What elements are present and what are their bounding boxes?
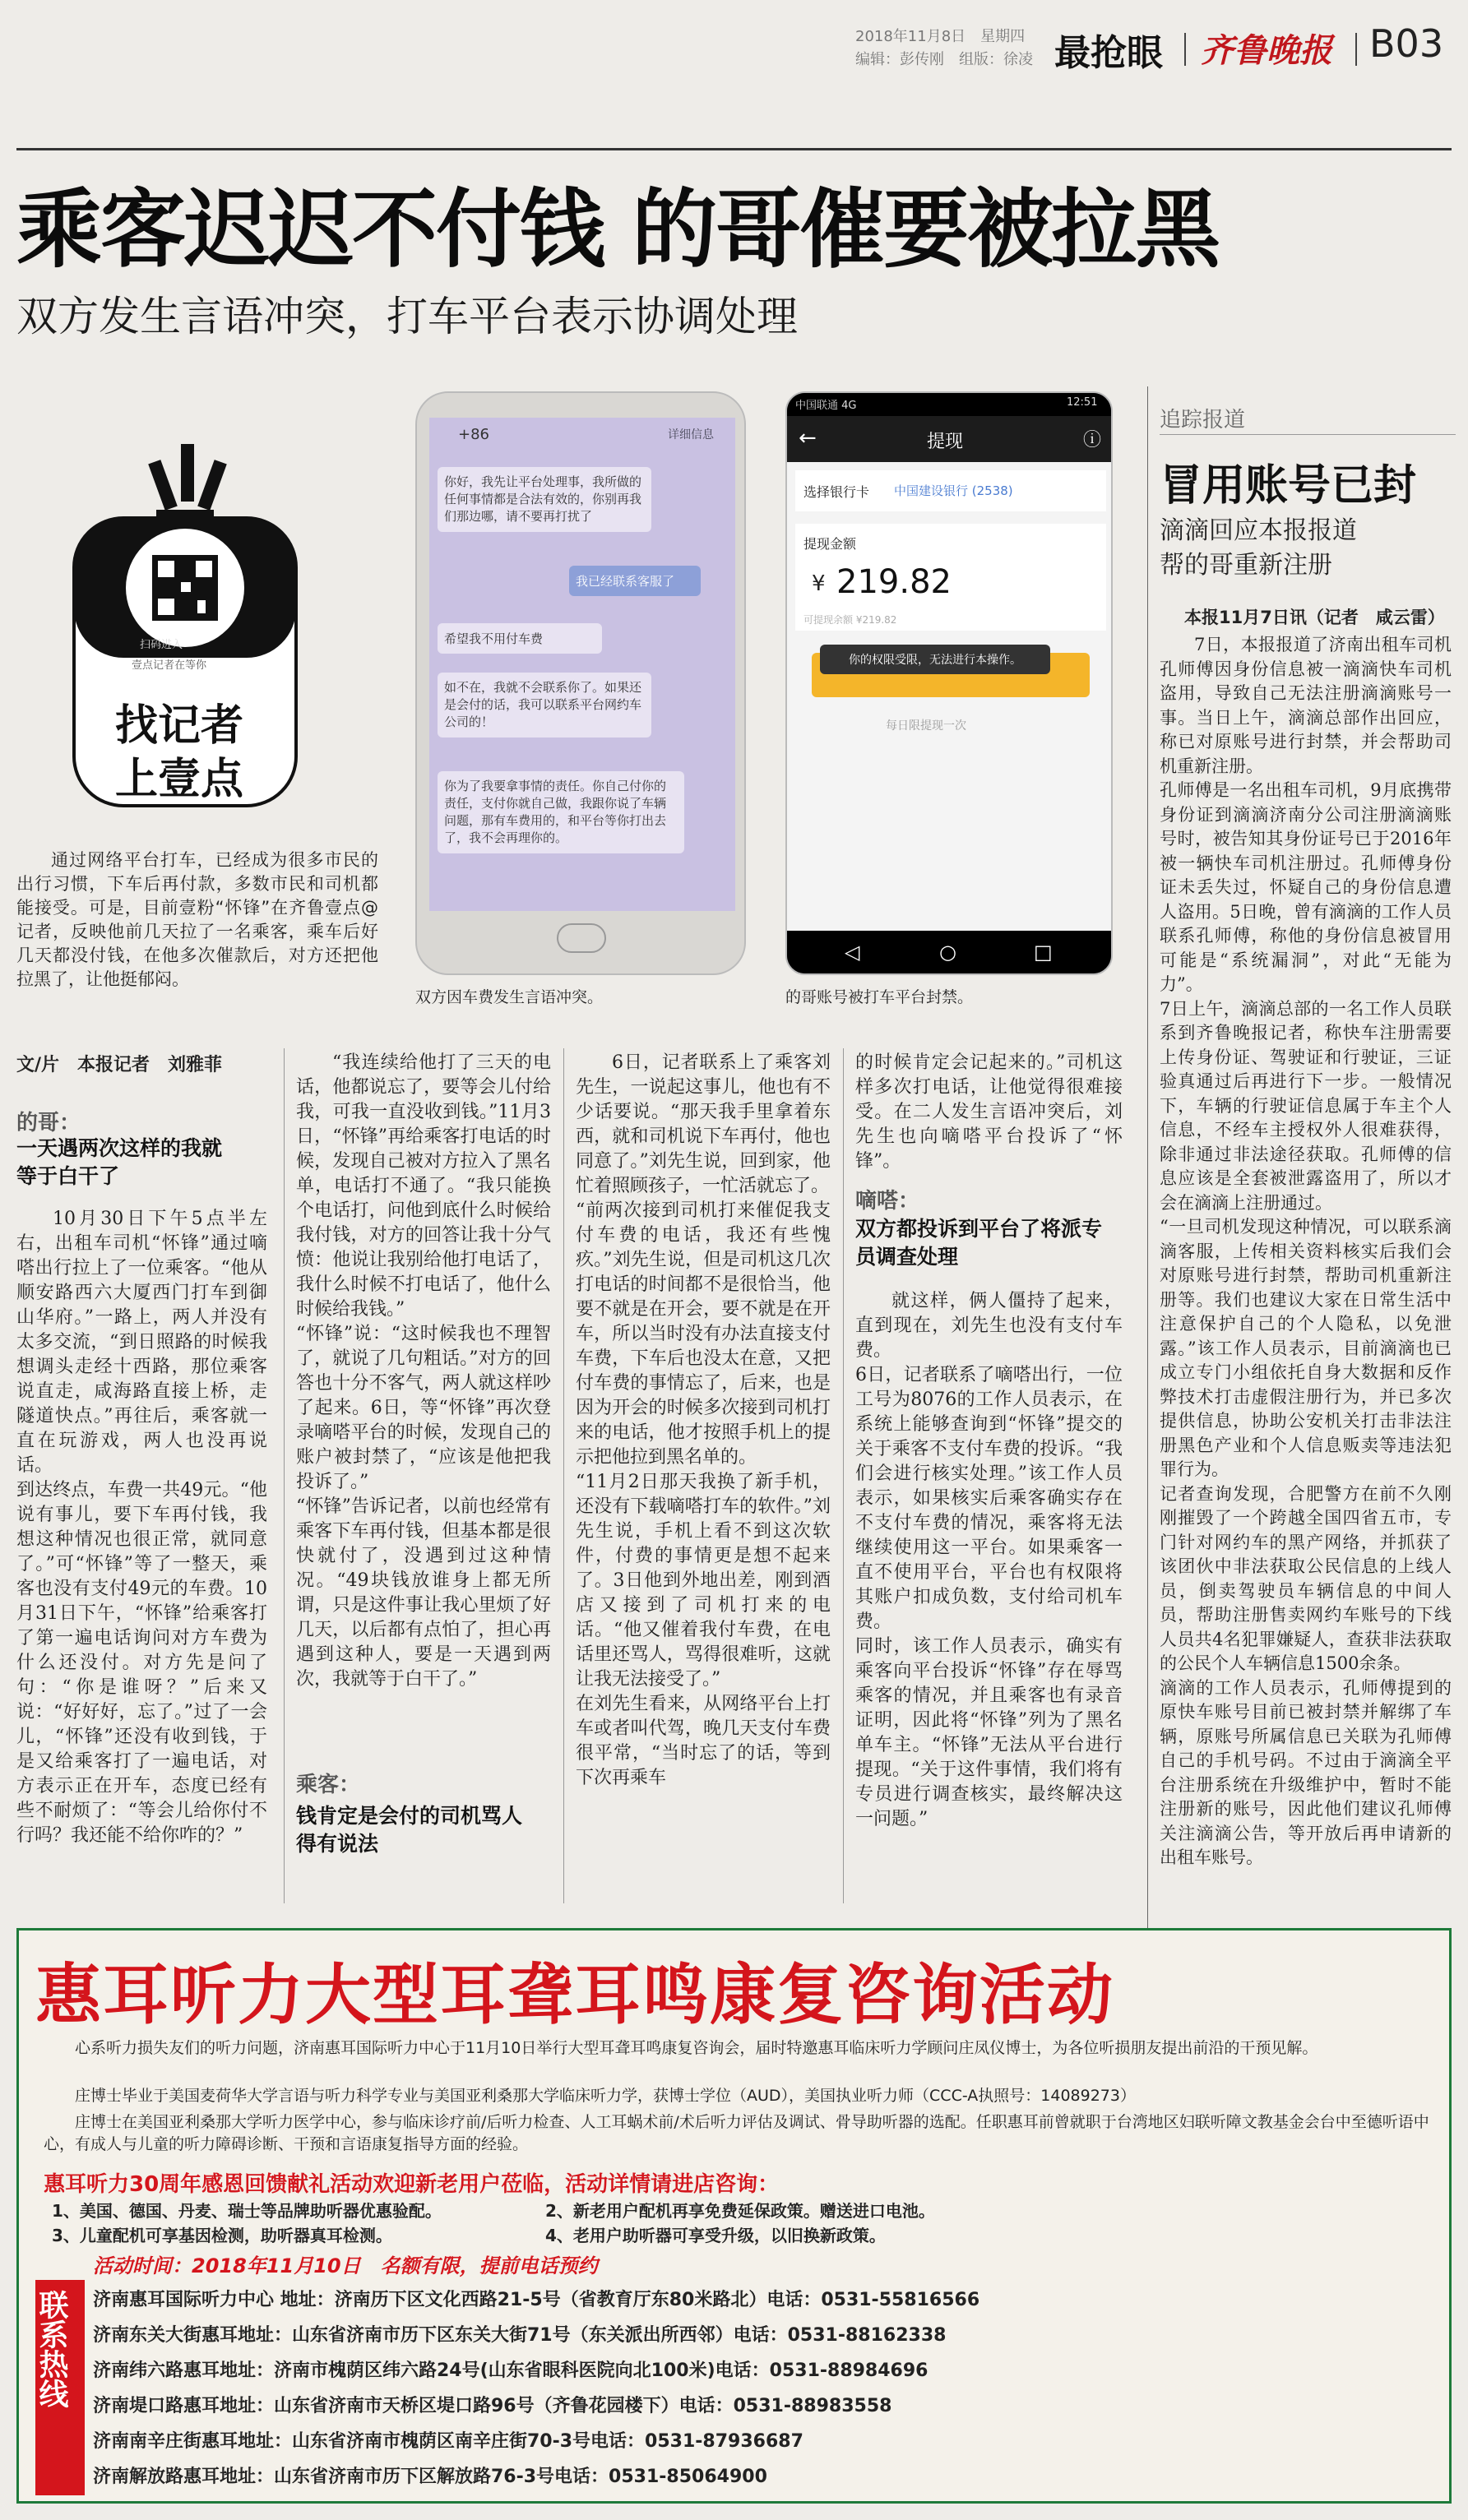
error-toast: 你的权限受限，无法进行本操作。 [820, 645, 1050, 674]
col2-label: 乘客： [296, 1773, 361, 1797]
logo-scan-text2: 壹点记者在等你 [132, 659, 207, 672]
ad-paragraph-2: 庄博士毕业于美国麦荷华大学言语与听力科学专业与美国亚利桑那大学临床听力学，获博士学位（AUD），美国执业听力师（CCC-A执照号：14089273） [75, 2087, 1136, 2105]
col1-body: 10月30日下午5点半左右，出租车司机“怀锋”通过嘀嗒出行拉上了一位乘客。“他从顺安路西六大厦西门打车到御山华府。”一路上，两人并没有太多交流，“到日照路的时候我想调头走经十西路，那位乘客说直走，咸海路直接上桥，走隧道快点。”再往后，乘客就一直在玩游戏，两人也没再说话。 到达终点，车费一共49元。“他说有事儿，要下车再付钱，我想这种情况也很正常，就同意了。”可“怀锋”等了一整天，乘客也没有支付49元的车费。10月31日下午，“怀锋”给乘客打了第一遍电话询问对方车费为什么还没付。对方先是问了句：“你是谁呀？”后来又说：“好好好，忘了。”过了一会儿，“怀锋”还没有收到钱，于是又给乘客打了一遍电话，对方表示正在开车，态度已经有些不耐烦了：“等会儿给你付不行吗？我还能不给你咋的？” [16, 1209, 267, 1846]
bank-value: 中国建设银行 (2538) [894, 483, 1013, 498]
reporter-logo [66, 444, 304, 814]
chat-bubble: 你好，我先让平台处理事，我所做的任何事情都是合法有效的，你别再我们那边哪，请不要再打扰了 [438, 467, 651, 532]
side-title: 冒用账号已封 [1160, 461, 1417, 511]
amount-box [795, 524, 1106, 631]
daily-note: 每日限提现一次 [886, 719, 966, 733]
page-number: B03 [1369, 21, 1444, 66]
header-rule [16, 148, 1452, 150]
store-row: 济南纬六路惠耳地址：济南市槐荫区纬六路24号(山东省眼科医院向北100米)电话：0531-88984696 [93, 2360, 928, 2381]
hotline-badge [35, 2280, 85, 2495]
ad-promo: 惠耳听力30周年感恩回馈献礼活动欢迎新老用户莅临，活动详情请进店咨询： [44, 2172, 780, 2197]
logo-title-1: 找记者 [115, 701, 244, 751]
advertisement [16, 1928, 1452, 2504]
byline: 文/片 本报记者 刘雅菲 [16, 1055, 223, 1075]
currency-symbol: ¥ [812, 571, 826, 596]
info-icon[interactable]: ⓘ [1083, 430, 1102, 451]
store-list [93, 2282, 1442, 2495]
col4-body: 就这样，俩人僵持了起来，直到现在，刘先生也没有支付车费。 6日，记者联系了嘀嗒出行，一位工号为8076的工作人员表示，在系统上能够查询到“怀锋”提交的关于乘客不支付车费的投诉。“我们会进行核实处理。”该工作人员表示，如果核实后乘客确实存在不支付车费的情况，乘客将无法继续使用这一平台。如果乘客一直不使用平台，平台也有权限将其账户扣成负数，支付给司机车费。 同时，该工作人员表示，确实有乘客向平台投诉“怀锋”存在辱骂乘客的情况，并且乘客也有录音证明，因此将“怀锋”列为了黑名单车主。“怀锋”无法从平台进行提现。“关于这件事情，我们将有专员进行调查核实，最终解决这一问题。” [855, 1291, 1123, 1829]
chat-bubble: 希望我不用付车费 [438, 623, 602, 654]
chat-bubble: 如不在，我就不会联系你了。如果还是会付的话，我可以联系平台网约车公司的！ [438, 673, 651, 738]
chat-screen [429, 418, 735, 911]
col4-label: 嘀嗒： [855, 1189, 920, 1214]
amount-label: 提现金额 [803, 536, 857, 552]
side-dateline: 本报11月7日讯（记者 咸云雷） [1184, 608, 1445, 627]
app-bar [787, 416, 1113, 462]
status-bar [787, 393, 1113, 416]
lead-paragraph: 通过网络平台打车，已经成为很多市民的出行习惯，下车后再付款，多数市民和司机都能接受。可是，目前壹粉“怀锋”在齐鲁壹点@记者，反映他前几天拉了一名乘客，乘车后好几天都没付钱，在他多次催款后，对方还把他拉黑了，让他挺郁闷。 [16, 850, 378, 989]
side-tag: 追踪报道 [1160, 408, 1246, 432]
ad-time: 活动时间：2018年11月10日 名额有限，提前电话预约 [93, 2254, 598, 2277]
col4-body-top: 的时候肯定会记起来的。”司机这样多次打电话，让他觉得很难接受。在二人发生言语冲突后，刘先生也向嘀嗒平台投诉了“怀锋”。 [855, 1052, 1123, 1172]
side-subtitle-2: 帮的哥重新注册 [1160, 551, 1332, 580]
status-carrier: 中国联通 4G [795, 400, 857, 412]
photo-withdraw-screenshot [785, 391, 1113, 975]
chat-bubble: 你为了我要拿事情的责任。你自己付你的责任，支付你就自己做，我跟你说了车辆问题，那有车费用的，和平台等你打出去了，我不会再理你的。 [438, 771, 684, 853]
col2-subhead: 钱肯定是会付的司机骂人得有说法 [296, 1804, 523, 1856]
ad-benefit-1: 1、美国、德国、丹麦、瑞士等品牌助听器优惠验配。 [52, 2201, 442, 2221]
newspaper-logo: 齐鲁晚报 [1201, 31, 1332, 70]
col1-label: 的哥： [16, 1111, 81, 1135]
col-divider-3 [843, 1048, 844, 1903]
date-line: 2018年11月8日 星期四 [855, 28, 1026, 45]
photo-chat-screenshot [415, 391, 746, 975]
editor-line: 编辑：彭传刚 组版：徐凌 [855, 51, 1033, 68]
bank-label: 选择银行卡 [803, 484, 870, 500]
bank-row[interactable] [795, 470, 1106, 511]
col3-body: 6日，记者联系上了乘客刘先生，一说起这事儿，他也有不少话要说。“那天我手里拿着东西，就和司机说下车再付，他也同意了。”刘先生说，回到家，他忙着照顾孩子，一忙活就忘了。 “前两次接到司机打来催促我支付车费的电话，我还有些愧疚。”刘先生说，但是司机这几次打电话的时间都不是很恰当，他要不就是在开会，要不就是在开车，所以当时没有办法直接支付车费，下车后也没太在意，又把付车费的事情忘了，后来，也是因为开会的时候多次接到司机打来的电话，他才按照手机上的提示把他拉到黑名单的。 “11月2日那天我换了新手机，还没有下载嘀嗒打车的软件。”刘先生说，手机上看不到这次软件，付费的事情更是想不起来了。3日他到外地出差，刚到酒店又接到了司机打来的电话。“他又催着我付车费，在电话里还骂人，骂得很难听，这就让我无法接受了。” 在刘先生看来，从网络平台上打车或者叫代驾，晚几天支付车费很平常，“当时忘了的话，等到下次再乘车 [576, 1052, 831, 1788]
col-divider-1 [284, 1048, 285, 1903]
logo-scan-text: 扫码进入 [140, 639, 183, 651]
chat-detail-link[interactable]: 详细信息 [668, 428, 714, 442]
nav-bar [787, 931, 1113, 975]
home-button [557, 923, 606, 953]
ad-benefit-4: 4、老用户助听器可享受升级，以旧换新政策。 [545, 2226, 886, 2245]
balance-note: 可提现余额 ¥219.82 [803, 614, 897, 626]
status-time: 12:51 [1067, 396, 1098, 409]
col4-subhead: 双方都投诉到平台了将派专员调查处理 [855, 1217, 1103, 1269]
headline: 乘客迟迟不付钱 的哥催要被拉黑 [16, 179, 1220, 280]
nav-back-icon[interactable]: ◁ [845, 941, 860, 964]
side-subtitle-1: 滴滴回应本报报道 [1160, 516, 1357, 545]
photo2-caption: 的哥账号被打车平台封禁。 [785, 988, 974, 1006]
col-divider-2 [563, 1048, 564, 1903]
ad-title: 惠耳听力大型耳聋耳鸣康复咨询活动 [35, 1957, 1114, 2033]
col2-body: “我连续给他打了三天的电话，他都说忘了，要等会儿付给我，可我一直没收到钱。”11月3日，“怀锋”再给乘客打电话的时候，发现自己被对方拉入了黑名单，电话打不通了。“我只能换个电话打，问他到底什么时候给我付钱，对方的回答让我十分气愤：他说让我别给他打电话了，我什么时候不打电话了，他什么时候给我钱。” “怀锋”说：“这时候我也不理智了，就说了几句粗话。”对方的回答也十分不客气，两人就这样吵了起来。6日，等“怀锋”再次登录嘀嗒平台的时候，发现自己的账户被封禁了，“应该是他把我投诉了。” “怀锋”告诉记者，以前也经常有乘客下车再付钱，但基本都是很快就付了，没遇到过这种情况。“49块钱放谁身上都无所谓，只是这件事让我心里烦了好几天，以后都有点怕了，担心再遇到这种人，要是一天遇到两次，我就等于白干了。” [296, 1052, 551, 1690]
side-tag-line [1160, 434, 1456, 435]
withdraw-screen [787, 462, 1113, 931]
logo-title-2: 上壹点 [115, 755, 244, 804]
store-row: 济南堤口路惠耳地址：山东省济南市天桥区堤口路96号（齐鲁花园楼下）电话：0531-88983558 [93, 2396, 892, 2416]
hotline-label: 联系热线 [35, 2290, 68, 2408]
side-divider [1147, 386, 1148, 1932]
chat-bubble-sent: 我已经联系客服了 [569, 566, 701, 596]
section-divider [1184, 33, 1186, 66]
ad-paragraph-3: 庄博士在美国亚利桑那大学听力医学中心，参与临床诊疗前/后听力检查、人工耳蜗术前/术后听力评估及调试、骨导助听器的选配。任职惠耳前曾就职于台湾地区妇联听障文教基金会台中至德听语中心，有成人与儿童的听力障碍诊断、干预和言语康复指导方面的经验。 [44, 2113, 1429, 2153]
ad-paragraph-1: 心系听力损失友们的听力问题，济南惠耳国际听力中心于11月10日举行大型耳聋耳鸣康复咨询会，届时特邀惠耳临床听力学顾问庄凤仪博士，为各位听损朋友提出前沿的干预见解。 [75, 2039, 1318, 2057]
side-body: 7日，本报报道了济南出租车司机孔师傅因身份信息被一滴滴快车司机盗用，导致自己无法注册滴滴账号一事。当日上午，滴滴总部作出回应，称已对原账号进行封禁，并会帮助司机重新注册。 孔师傅是一名出租车司机，9月底携带身份证到滴滴济南分公司注册滴滴账号时，被告知其身份证号已于2016年被一辆快车司机注册过。孔师傅身份证未丢失过，怀疑自己的身份信息遭人盗用。5日晚，曾有滴滴的工作人员联系孔师傅，称他的身份信息被冒用可能是“系统漏洞”，对此“无能为力”。 7日上午，滴滴总部的一名工作人员联系到齐鲁晚报记者，称快车注册需要上传身份证、驾驶证和行驶证，三证验真通过后再进行下一步。一般情况下，车辆的行驶证信息属于车主个人信息，不经车主授权外人很难获得，除非通过非法途径获取。孔师傅的信息应该是全套被泄露盗用了，所以才会在滴滴上注册通过。 “一旦司机发现这种情况，可以联系滴滴客服，上传相关资料核实后我们会对原账号进行封禁，帮助司机重新注册等。我们也建议大家在日常生活中注意保护自己的个人隐私，以免泄露。”该工作人员表示，目前滴滴也已成立专门小组依托自身大数据和反作弊技术打击虚假注册行为，并已多次提供信息，协助公安机关打击非法注册黑色产业和个人信息贩卖等违法犯罪行为。 记者查询发现，合肥警方在前不久刚刚摧毁了一个跨越全国四省五市，专门针对网约车的黑产网络，并抓获了该团伙中非法获取公民信息的上线人员，倒卖驾驶员车辆信息的中间人员，帮助注册售卖网约车账号的下线人员共4名犯罪嫌疑人，查获非法获取的公民个人车辆信息1500余条。 滴滴的工作人员表示，孔师傅提到的原快车账号目前已被封禁并解绑了车辆，原账号所属信息已关联为孔师傅自己的手机号码。不过由于滴滴全平台注册系统在升级维护中，暂时不能注册新的账号，因此他们建议孔师傅关注滴滴公告，等开放后再申请新的出租车账号。 [1160, 635, 1452, 1867]
nav-home-icon[interactable]: ○ [939, 941, 956, 964]
chat-number: +86 [458, 426, 489, 443]
store-row: 济南南辛庄街惠耳地址：山东省济南市槐荫区南辛庄街70-3号电话：0531-87936687 [93, 2431, 803, 2452]
section-name: 最抢眼 [1054, 32, 1163, 74]
page-divider [1355, 33, 1357, 66]
back-arrow-icon[interactable]: ← [799, 426, 817, 451]
app-bar-title: 提现 [927, 432, 964, 452]
amount-input[interactable]: 219.82 [836, 563, 952, 601]
store-row: 济南解放路惠耳地址：山东省济南市历下区解放路76-3号电话：0531-85064900 [93, 2467, 767, 2487]
nav-recent-icon[interactable]: □ [1034, 941, 1053, 964]
header [0, 0, 1468, 82]
store-row: 济南东关大街惠耳地址：山东省济南市历下区东关大街71号（东关派出所西邻）电话：0531-88162338 [93, 2325, 947, 2346]
subheadline: 双方发生言语冲突，打车平台表示协调处理 [16, 293, 798, 340]
photo1-caption: 双方因车费发生言语冲突。 [415, 988, 604, 1006]
ad-benefit-2: 2、新老用户配机再享免费延保政策。赠送进口电池。 [545, 2201, 935, 2221]
ad-benefit-3: 3、儿童配机可享基因检测，助听器真耳检测。 [52, 2226, 392, 2245]
store-row: 济南惠耳国际听力中心 地址：济南历下区文化西路21-5号（省教育厅东80米路北）电话：0531-55816566 [93, 2290, 980, 2310]
col1-subhead: 一天遇两次这样的我就等于白干了 [16, 1136, 223, 1188]
